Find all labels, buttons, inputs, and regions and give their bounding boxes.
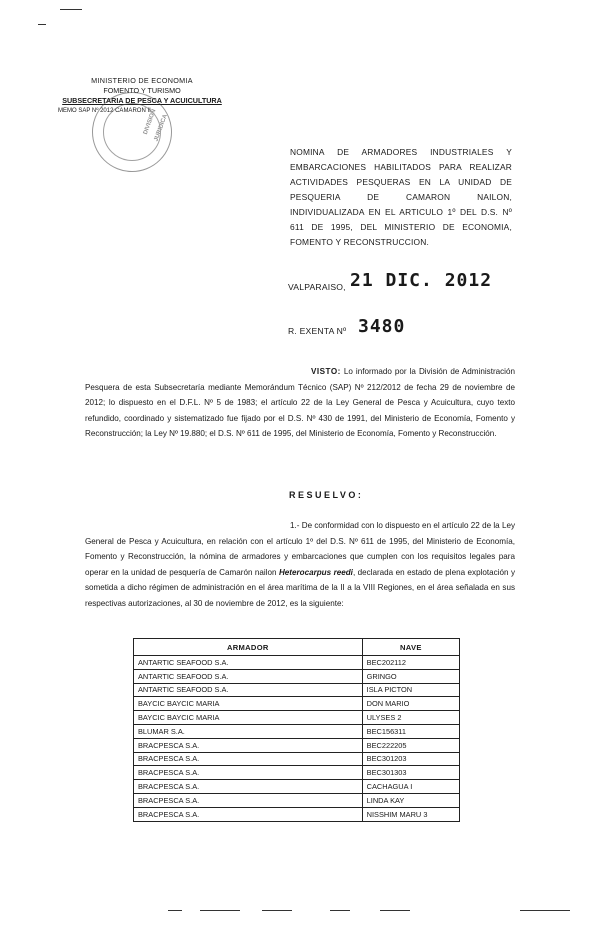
table-row (134, 793, 460, 807)
nave-cell: BEC156311 (362, 724, 459, 738)
table-header-row (134, 639, 460, 656)
armador-cell: BRACPESCA S.A. (134, 752, 363, 766)
armador-cell: BRACPESCA S.A. (134, 766, 363, 780)
article-1-paragraph (85, 518, 515, 612)
scan-mark (262, 910, 292, 911)
table-row (134, 738, 460, 752)
nave-cell: CACHAGUA I (362, 780, 459, 794)
scan-mark (330, 910, 350, 911)
table-row (134, 752, 460, 766)
armador-cell: BRACPESCA S.A. (134, 738, 363, 752)
date-stamp: 21 DIC. 2012 (350, 270, 493, 291)
resolution-label: R. EXENTA Nº (288, 326, 347, 336)
stamp-text: JURIDICA (153, 113, 169, 143)
armador-cell: BAYCIC BAYCIC MARIA (134, 711, 363, 725)
armador-cell: ANTARTIC SEAFOOD S.A. (134, 669, 363, 683)
nave-cell: DON MARIO (362, 697, 459, 711)
table-row (134, 683, 460, 697)
resuelvo-heading: RESUELVO: (289, 490, 364, 500)
memo-reference: MEMO SAP Nº 2012 CAMARON II (58, 108, 151, 114)
table-row (134, 780, 460, 794)
scan-mark (38, 24, 46, 25)
table-row (134, 807, 460, 821)
armador-cell: BRACPESCA S.A. (134, 793, 363, 807)
nave-cell: NISSHIM MARU 3 (362, 807, 459, 821)
armador-cell: BRACPESCA S.A. (134, 780, 363, 794)
table-row (134, 766, 460, 780)
nave-cell: BEC202112 (362, 656, 459, 670)
nave-cell: LINDA KAY (362, 793, 459, 807)
visto-body: Lo informado por la División de Administración Pesquera de esta Subsecretaría mediante Memorándum Técnico (SAP) Nº 212/2012 de fecha 29 de noviembre de 2012; lo dispuesto en el D.F.L. Nº 5 de 1983; el artículo 22 de la Ley General de Pesca y Acuicultura, cuyo texto refundido, coordinado y sistematizado fue fijado por el D.S. Nº 430 de 1991, del Ministerio de Economía, Fomento y Reconstrucción; la Ley Nº 19.880; el D.S. Nº 611 de 1995, del Ministerio de Economía, Fomento y Reconstrucción. (85, 367, 515, 439)
nave-cell: ULYSES 2 (362, 711, 459, 725)
armador-cell: ANTARTIC SEAFOOD S.A. (134, 683, 363, 697)
p2-end: , declarada en estado de plena explotación y sometida a dicho régimen de administración en el área marítima de la II a la VIII Regiones, en el área señalada en sus respectivas autorizaciones, al 30 de noviembre de 2012, es la siguiente: (85, 567, 515, 608)
ministry-line: MINISTERIO DE ECONOMIA (91, 76, 193, 85)
scan-mark (520, 910, 570, 911)
scan-mark (200, 910, 240, 911)
subsecretaria-line: SUBSECRETARIA DE PESCA Y ACUICULTURA (62, 96, 222, 105)
visto-paragraph (85, 364, 515, 442)
armador-cell: BAYCIC BAYCIC MARIA (134, 697, 363, 711)
document-title: NOMINA DE ARMADORES INDUSTRIALES Y EMBARCACIONES HABILITADOS PARA REALIZAR ACTIVIDADES PESQUERAS EN LA UNIDAD DE PESQUERIA DE CAMARON NAILON, INDIVIDUALIZADA EN EL ARTICULO 1º DEL D.S. Nº 611 DE 1995, DEL MINISTERIO DE ECONOMIA, FOMENTO Y RECONSTRUCCION. (290, 147, 512, 247)
official-stamp (92, 92, 172, 172)
visto-lead: VISTO: (311, 367, 341, 376)
table-row (134, 711, 460, 725)
armadores-table (133, 638, 460, 822)
nave-cell: ISLA PICTON (362, 683, 459, 697)
stamp-text: DIVISION (142, 108, 158, 136)
scan-mark (60, 9, 82, 10)
table-row (134, 724, 460, 738)
p2-start: 1.- De conformidad con lo dispuesto en el artículo 22 de la Ley General de Pesca y Acuicultura, en relación con el artículo 1º del D.S. Nº 611 de 1995, del Ministerio de Economía, Fomento y Reconstrucción, la nómina de armadores y embarcaciones que cumplen con los requisitos legales para operar en la unidad de pesquería de Camarón nailon (85, 521, 515, 577)
ministry-subline: FOMENTO Y TURISMO (103, 86, 181, 95)
table-row (134, 697, 460, 711)
nave-cell: BEC301303 (362, 766, 459, 780)
header-nave: NAVE (362, 639, 459, 656)
armador-cell: BLUMAR S.A. (134, 724, 363, 738)
resolution-number: 3480 (358, 316, 406, 337)
scan-mark (168, 910, 182, 911)
table-row (134, 669, 460, 683)
header-armador: ARMADOR (134, 639, 363, 656)
place-label: VALPARAISO, (288, 282, 346, 292)
scan-mark (380, 910, 410, 911)
table-row (134, 656, 460, 670)
nave-cell: GRINGO (362, 669, 459, 683)
armador-cell: ANTARTIC SEAFOOD S.A. (134, 656, 363, 670)
nave-cell: BEC222205 (362, 738, 459, 752)
species-name: Heterocarpus reedi (278, 567, 353, 577)
nave-cell: BEC301203 (362, 752, 459, 766)
armador-cell: BRACPESCA S.A. (134, 807, 363, 821)
